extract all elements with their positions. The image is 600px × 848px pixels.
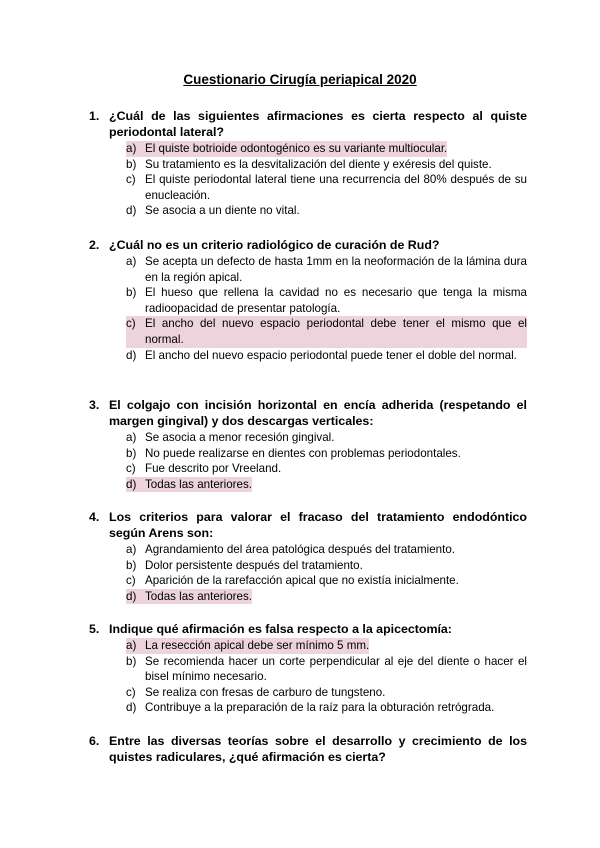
option-text: El quiste botrioide odontogénico es su variante multiocular. (145, 142, 448, 155)
option-text: Fue descrito por Vreeland. (145, 462, 282, 476)
option-text: Aparición de la rarefacción apical que no existía inicialmente. (145, 574, 459, 588)
option-b (126, 446, 527, 462)
question-5 (89, 621, 527, 716)
option-label: c) (126, 574, 136, 588)
option-label: b) (126, 157, 137, 171)
question-3 (89, 397, 527, 492)
option-text: Contribuye a la preparación de la raíz para la obturación retrógrada. (145, 701, 495, 715)
question-text: ¿Cuál no es un criterio radiológico de curación de Rud? (109, 238, 440, 252)
option-label: c) (126, 685, 136, 699)
question-heading (89, 108, 527, 140)
option-c (126, 573, 527, 589)
question-number: 5. (89, 622, 100, 636)
question-number: 1. (89, 109, 100, 123)
option-label: c) (126, 173, 136, 187)
question-heading (89, 621, 527, 637)
option-a (126, 542, 527, 558)
question-6 (89, 733, 527, 765)
option-b (126, 558, 527, 574)
option-label: d) (126, 204, 137, 218)
question-heading (89, 237, 527, 253)
question-text: Los criterios para valorar el fracaso del tratamiento endodóntico según Arens son: (109, 510, 527, 540)
option-text: Su tratamiento es la desvitalización del diente y exéresis del quiste. (145, 157, 492, 171)
option-d (126, 203, 527, 219)
option-text: Se asocia a un diente no vital. (145, 204, 300, 218)
option-text: Dolor persistente después del tratamiento. (145, 558, 363, 572)
question-4 (89, 509, 527, 604)
option-label: d) (126, 589, 145, 605)
option-text: Todas las anteriores. (145, 477, 252, 491)
option-text: El hueso que rellena la cavidad no es necesario que tenga la misma radioopacidad de presentar patología. (145, 286, 527, 315)
option-label: d) (126, 348, 137, 362)
option-text: No puede realizarse en dientes con problemas periodontales. (145, 446, 461, 460)
option-label: d) (126, 701, 137, 715)
option-a (126, 254, 527, 285)
option-label: a) (126, 638, 145, 654)
option-a-highlighted (126, 638, 527, 654)
option-text: Se acepta un defecto de hasta 1mm en la neoformación de la lámina dura en la región apical. (145, 255, 527, 284)
question-2 (89, 237, 527, 363)
option-label: a) (126, 543, 137, 556)
question-number: 3. (89, 398, 100, 412)
option-c (126, 685, 527, 701)
option-label: c) (126, 462, 136, 476)
page-title: Cuestionario Cirugía periapical 2020 (183, 72, 417, 87)
option-text: Se recomienda hacer un corte perpendicular al eje del diente o hacer el bisel mínimo necesario. (145, 654, 527, 684)
option-d-highlighted (126, 589, 527, 605)
question-heading (89, 509, 527, 541)
option-label: a) (126, 431, 137, 444)
option-text: Todas las anteriores. (145, 589, 252, 603)
option-text: La resección apical debe ser mínimo 5 mm. (145, 639, 370, 652)
question-text: ¿Cuál de las siguientes afirmaciones es cierta respecto al quiste periodontal lateral? (109, 109, 527, 139)
option-label: b) (126, 446, 137, 460)
option-text: El quiste periodontal lateral tiene una recurrencia del 80% después de su enucleación. (145, 173, 527, 202)
question-heading (89, 733, 527, 765)
option-a-highlighted (126, 141, 527, 157)
question-heading (89, 397, 527, 429)
option-label: a) (126, 141, 145, 157)
option-c (126, 461, 527, 477)
option-b (126, 654, 527, 685)
question-1 (89, 108, 527, 219)
option-d-highlighted (126, 477, 527, 493)
option-label: c) (126, 316, 145, 347)
option-b (126, 157, 527, 173)
option-label: b) (126, 286, 137, 300)
option-label: b) (126, 558, 137, 572)
option-label: d) (126, 477, 145, 493)
option-b (126, 285, 527, 316)
question-text: El colgajo con incisión horizontal en encía adherida (respetando el margen gingival) y dos descargas verticales: (109, 398, 527, 428)
question-text: Entre las diversas teorías sobre el desarrollo y crecimiento de los quistes radiculares, ¿qué afirmación es cierta? (109, 734, 527, 764)
question-text: Indique qué afirmación es falsa respecto a la apicectomía: (109, 622, 452, 636)
option-text: Agrandamiento del área patológica después del tratamiento. (145, 543, 456, 556)
option-text: El ancho del nuevo espacio periodontal debe tener el mismo que el normal. (145, 317, 527, 346)
question-number: 6. (89, 734, 100, 748)
option-a (126, 430, 527, 446)
option-text: Se realiza con fresas de carburo de tungsteno. (145, 685, 386, 699)
question-number: 2. (89, 238, 100, 252)
option-d (126, 700, 527, 716)
option-d (126, 348, 527, 364)
option-text: Se asocia a menor recesión gingival. (145, 431, 335, 444)
question-number: 4. (89, 510, 100, 524)
option-label: b) (126, 654, 137, 668)
option-text: El ancho del nuevo espacio periodontal puede tener el doble del normal. (145, 348, 517, 362)
option-c-highlighted (126, 316, 527, 347)
option-c (126, 172, 527, 203)
option-label: a) (126, 255, 137, 268)
